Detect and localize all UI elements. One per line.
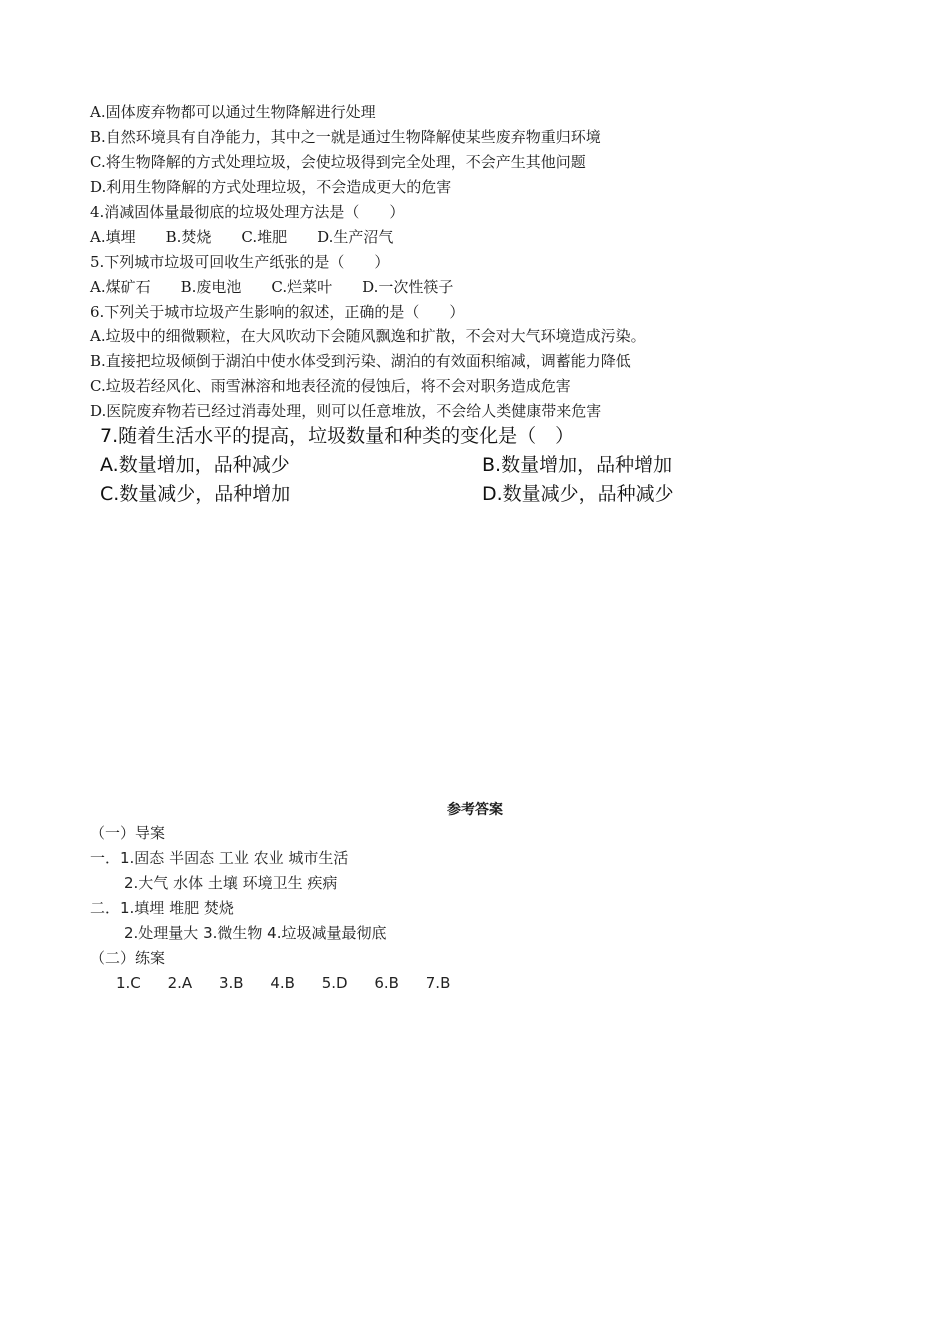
- q3-option-c: C.将生物降解的方式处理垃圾，会使垃圾得到完全处理，不会产生其他问题: [90, 153, 586, 171]
- q3-option-b: B.自然环境具有自净能力，其中之一就是通过生物降解使某些废弃物重归环境: [90, 128, 601, 146]
- q6-stem: 6.下列关于城市垃圾产生影响的叙述，正确的是（ ）: [90, 303, 465, 321]
- answer-2: 2.A: [167, 974, 193, 992]
- answer-5: 5.D: [321, 974, 348, 992]
- answer-3: 3.B: [218, 974, 244, 992]
- q3-option-d: D.利用生物降解的方式处理垃圾，不会造成更大的危害: [90, 178, 452, 196]
- answer-6: 6.B: [374, 974, 399, 992]
- q6-option-b: B.直接把垃圾倾倒于湖泊中使水体受到污染、湖泊的有效面积缩减，调蓄能力降低: [90, 352, 631, 370]
- answer-7: 7.B: [425, 974, 451, 992]
- q6-option-a: A.垃圾中的细微颗粒，在大风吹动下会随风飘逸和扩散，不会对大气环境造成污染。: [90, 327, 646, 345]
- answers-list: [116, 973, 472, 993]
- q7-option-c: C.数量减少，品种增加: [100, 483, 291, 505]
- answers-one-a: 一．1.固态 半固态 工业 农业 城市生活: [90, 849, 349, 867]
- q7-option-a: A.数量增加，品种减少: [100, 454, 290, 476]
- q5-options: A.煤矿石 B.废电池 C.烂菜叶 D.一次性筷子: [90, 278, 454, 296]
- q5-stem: 5.下列城市垃圾可回收生产纸张的是（ ）: [90, 253, 390, 271]
- answers-section-1: （一）导案: [90, 824, 166, 842]
- q4-stem: 4.消减固体量最彻底的垃圾处理方法是（ ）: [90, 203, 405, 221]
- answers-two-b: 2.处理量大 3.微生物 4.垃圾减量最彻底: [124, 924, 387, 942]
- q4-options: A.填埋 B.焚烧 C.堆肥 D.生产沼气: [90, 228, 394, 246]
- answers-title: 参考答案: [447, 802, 503, 818]
- q6-option-d: D.医院废弃物若已经过消毒处理，则可以任意堆放，不会给人类健康带来危害: [90, 402, 602, 420]
- answers-section-2: （二）练案: [90, 949, 166, 967]
- q7-stem: 7.随着生活水平的提高，垃圾数量和种类的变化是（ ）: [100, 425, 575, 447]
- q6-option-c: C.垃圾若经风化、雨雪淋溶和地表径流的侵蚀后，将不会对职务造成危害: [90, 377, 571, 395]
- q7-option-b: B.数量增加，品种增加: [482, 454, 673, 476]
- answers-one-b: 2.大气 水体 土壤 环境卫生 疾病: [124, 874, 338, 892]
- answer-1: 1.C: [116, 974, 141, 992]
- answers-two-a: 二．1.填埋 堆肥 焚烧: [90, 899, 234, 917]
- q3-option-a: A.固体废弃物都可以通过生物降解进行处理: [90, 103, 376, 121]
- answer-4: 4.B: [270, 974, 295, 992]
- q7-option-d: D.数量减少，品种减少: [482, 483, 674, 505]
